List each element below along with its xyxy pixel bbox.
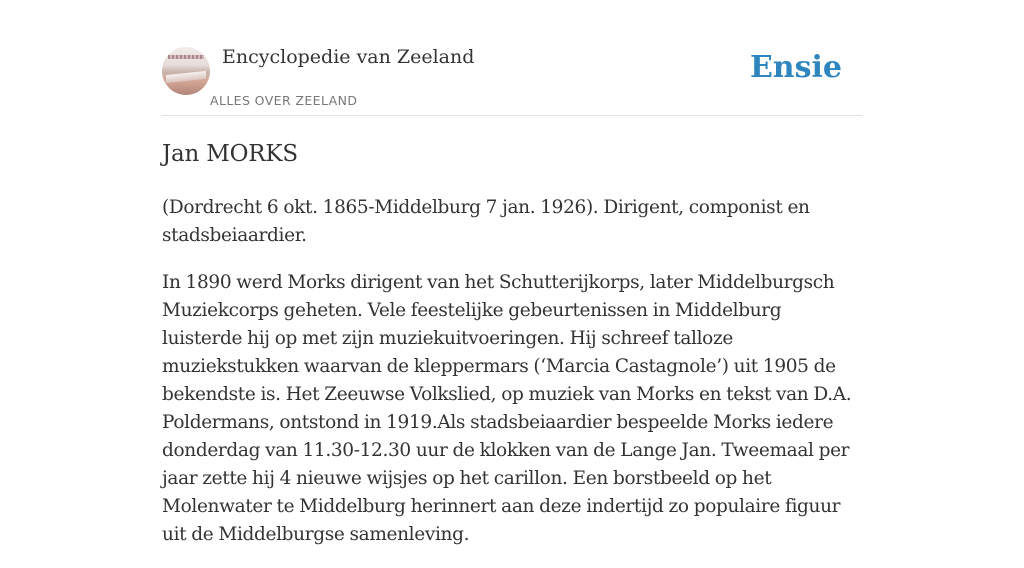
article (162, 136, 862, 568)
header-divider (162, 115, 862, 116)
site-avatar[interactable] (162, 47, 210, 95)
open-book-icon (166, 71, 206, 83)
site-header (162, 46, 862, 116)
site-title[interactable]: Encyclopedie van Zeeland (222, 46, 475, 68)
article-paragraph-intro: (Dordrecht 6 okt. 1865-Middelburg 7 jan. 1926). Dirigent, componist en stadsbeiaardier. (162, 197, 810, 246)
site-subtitle: ALLES OVER ZEELAND (210, 93, 358, 108)
brand-logo-link[interactable]: Ensie (749, 50, 842, 85)
article-paragraph-body: In 1890 werd Morks dirigent van het Schutterijkorps, later Middelburgsch Muziekcorps geheten. Vele feestelijke gebeurtenissen in Middelburg luisterde hij op met zijn muziekuitvoeringen. Hij schreef talloze muziekstukken waarvan de kleppermars (‘Marcia Castagnole’) uit 1905 de bekendste is. Het Zeeuwse Volkslied, op muziek van Morks en tekst van D.A. Poldermans, ontstond in 1919.Als stadsbeiaardier bespeelde Morks iedere donderdag van 11.30-12.30 uur de klokken van de Lange Jan. Tweemaal per jaar zette hij 4 nieuwe wijsjes op het carillon. Een borstbeeld op het Molenwater te Middelburg herinnert aan deze indertijd zo populaire figuur uit de Middelburgse samenleving. (162, 272, 852, 545)
article-title: Jan MORKS (162, 141, 298, 167)
book-spines-icon (168, 55, 204, 59)
